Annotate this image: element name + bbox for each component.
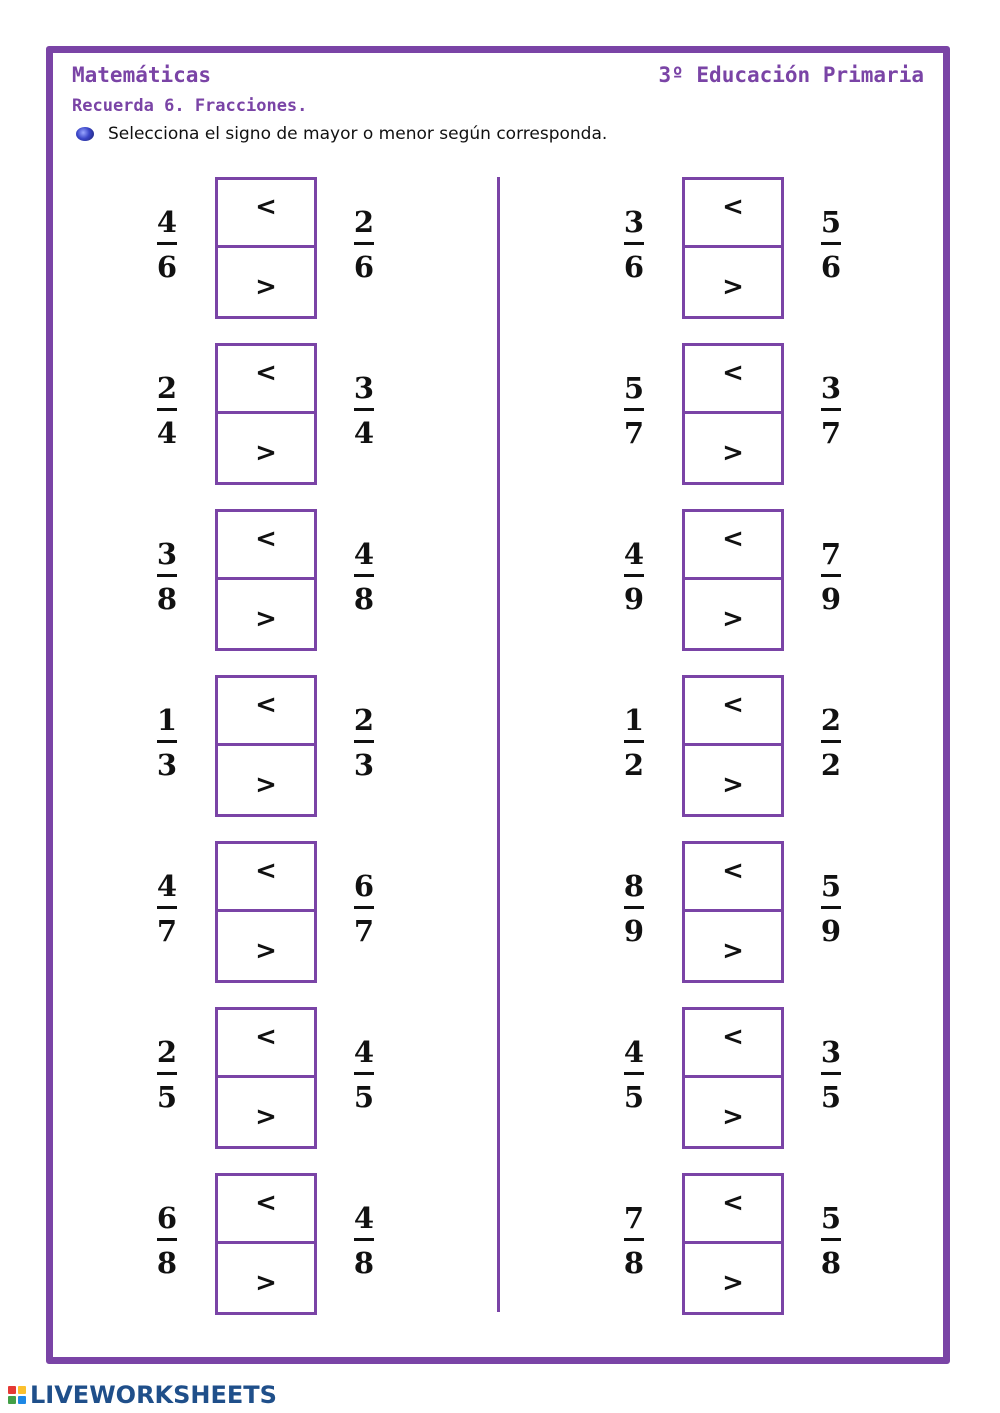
fraction-bar <box>624 574 644 577</box>
less-than-option[interactable]: < <box>685 512 781 580</box>
sign-selector <box>682 509 784 651</box>
denominator: 8 <box>353 1246 375 1280</box>
numerator: 5 <box>820 869 842 903</box>
fraction-bar <box>624 408 644 411</box>
less-than-option[interactable]: < <box>218 844 314 912</box>
greater-than-option[interactable]: > <box>255 272 277 302</box>
comparison-row <box>0 509 1000 651</box>
less-than-option[interactable]: < <box>218 678 314 746</box>
sign-selector <box>682 1007 784 1149</box>
greater-than-option[interactable]: > <box>255 438 277 468</box>
sign-selector <box>682 177 784 319</box>
worksheet-subtitle: Recuerda 6. Fracciones. <box>72 96 308 116</box>
denominator: 2 <box>820 748 842 782</box>
denominator: 4 <box>353 416 375 450</box>
denominator: 5 <box>623 1080 645 1114</box>
greater-than-option[interactable]: > <box>722 1268 744 1298</box>
less-than-option[interactable]: < <box>218 1176 314 1244</box>
fraction-bar <box>821 408 841 411</box>
comparison-row <box>0 1173 1000 1315</box>
denominator: 3 <box>353 748 375 782</box>
subject-title: Matemáticas <box>72 63 212 87</box>
denominator: 9 <box>623 914 645 948</box>
denominator: 3 <box>156 748 178 782</box>
numerator: 8 <box>623 869 645 903</box>
denominator: 9 <box>820 914 842 948</box>
comparison-row <box>0 675 1000 817</box>
fraction-left <box>614 1035 654 1114</box>
sign-selector <box>682 343 784 485</box>
greater-than-option[interactable]: > <box>255 604 277 634</box>
denominator: 2 <box>623 748 645 782</box>
less-than-option[interactable]: < <box>685 678 781 746</box>
denominator: 5 <box>156 1080 178 1114</box>
numerator: 4 <box>353 1035 375 1069</box>
greater-than-option[interactable]: > <box>255 770 277 800</box>
fraction-bar <box>821 574 841 577</box>
numerator: 3 <box>623 205 645 239</box>
numerator: 2 <box>156 371 178 405</box>
numerator: 4 <box>156 869 178 903</box>
fraction-left <box>614 537 654 616</box>
less-than-option[interactable]: < <box>218 1010 314 1078</box>
fraction-bar <box>821 906 841 909</box>
fraction-bar <box>624 242 644 245</box>
numerator: 2 <box>353 703 375 737</box>
fraction-bar <box>821 740 841 743</box>
fraction-right <box>811 371 851 450</box>
numerator: 3 <box>820 371 842 405</box>
less-than-option[interactable]: < <box>218 512 314 580</box>
instruction-text: Selecciona el signo de mayor o menor según corresponda. <box>108 124 608 144</box>
fraction-bar <box>624 906 644 909</box>
fraction-left <box>614 869 654 948</box>
fraction-left <box>614 205 654 284</box>
denominator: 9 <box>623 582 645 616</box>
comparison-row <box>0 841 1000 983</box>
numerator: 7 <box>623 1201 645 1235</box>
fraction-bar <box>624 740 644 743</box>
greater-than-option[interactable]: > <box>255 1102 277 1132</box>
denominator: 8 <box>156 582 178 616</box>
denominator: 6 <box>820 250 842 284</box>
fraction-bar <box>624 1238 644 1241</box>
numerator: 4 <box>623 1035 645 1069</box>
numerator: 3 <box>353 371 375 405</box>
fraction-right <box>811 1035 851 1114</box>
less-than-option[interactable]: < <box>685 1176 781 1244</box>
sign-selector <box>682 1173 784 1315</box>
denominator: 8 <box>156 1246 178 1280</box>
numerator: 7 <box>820 537 842 571</box>
fraction-right <box>811 703 851 782</box>
fraction-right <box>811 537 851 616</box>
grade-level: 3º Educación Primaria <box>658 63 924 87</box>
denominator: 8 <box>353 582 375 616</box>
numerator: 2 <box>820 703 842 737</box>
greater-than-option[interactable]: > <box>722 604 744 634</box>
less-than-option[interactable]: < <box>685 1010 781 1078</box>
instruction-row <box>76 124 607 144</box>
denominator: 8 <box>820 1246 842 1280</box>
comparison-row <box>0 177 1000 319</box>
greater-than-option[interactable]: > <box>722 438 744 468</box>
denominator: 7 <box>623 416 645 450</box>
denominator: 4 <box>156 416 178 450</box>
denominator: 6 <box>623 250 645 284</box>
denominator: 5 <box>353 1080 375 1114</box>
greater-than-option[interactable]: > <box>255 936 277 966</box>
greater-than-option[interactable]: > <box>722 1102 744 1132</box>
numerator: 6 <box>156 1201 178 1235</box>
greater-than-option[interactable]: > <box>255 1268 277 1298</box>
globe-bullet-icon <box>76 127 94 141</box>
denominator: 8 <box>623 1246 645 1280</box>
fraction-left <box>614 703 654 782</box>
fraction-bar <box>624 1072 644 1075</box>
numerator: 6 <box>353 869 375 903</box>
numerator: 2 <box>156 1035 178 1069</box>
numerator: 1 <box>623 703 645 737</box>
fraction-right <box>811 1201 851 1280</box>
greater-than-option[interactable]: > <box>722 272 744 302</box>
numerator: 3 <box>156 537 178 571</box>
denominator: 6 <box>156 250 178 284</box>
greater-than-option[interactable]: > <box>722 936 744 966</box>
numerator: 3 <box>820 1035 842 1069</box>
numerator: 2 <box>353 205 375 239</box>
numerator: 4 <box>156 205 178 239</box>
numerator: 5 <box>820 1201 842 1235</box>
comparison-row <box>0 1007 1000 1149</box>
denominator: 7 <box>820 416 842 450</box>
brand-name: LIVEWORKSHEETS <box>30 1381 277 1409</box>
fraction-right <box>811 205 851 284</box>
greater-than-option[interactable]: > <box>722 770 744 800</box>
fraction-bar <box>821 1072 841 1075</box>
less-than-option[interactable]: < <box>685 346 781 414</box>
fraction-left <box>614 1201 654 1280</box>
sign-selector <box>682 841 784 983</box>
numerator: 1 <box>156 703 178 737</box>
numerator: 5 <box>623 371 645 405</box>
fraction-bar <box>821 1238 841 1241</box>
less-than-option[interactable]: < <box>218 346 314 414</box>
fraction-bar <box>821 242 841 245</box>
numerator: 4 <box>353 1201 375 1235</box>
footer-brand <box>8 1381 277 1409</box>
liveworksheets-logo-icon <box>8 1386 26 1404</box>
numerator: 4 <box>623 537 645 571</box>
sign-selector <box>682 675 784 817</box>
denominator: 7 <box>353 914 375 948</box>
numerator: 4 <box>353 537 375 571</box>
denominator: 9 <box>820 582 842 616</box>
less-than-option[interactable]: < <box>218 180 314 248</box>
fraction-left <box>614 371 654 450</box>
less-than-option[interactable]: < <box>685 180 781 248</box>
denominator: 6 <box>353 250 375 284</box>
numerator: 5 <box>820 205 842 239</box>
fraction-right <box>811 869 851 948</box>
denominator: 7 <box>156 914 178 948</box>
comparison-row <box>0 343 1000 485</box>
less-than-option[interactable]: < <box>685 844 781 912</box>
denominator: 5 <box>820 1080 842 1114</box>
